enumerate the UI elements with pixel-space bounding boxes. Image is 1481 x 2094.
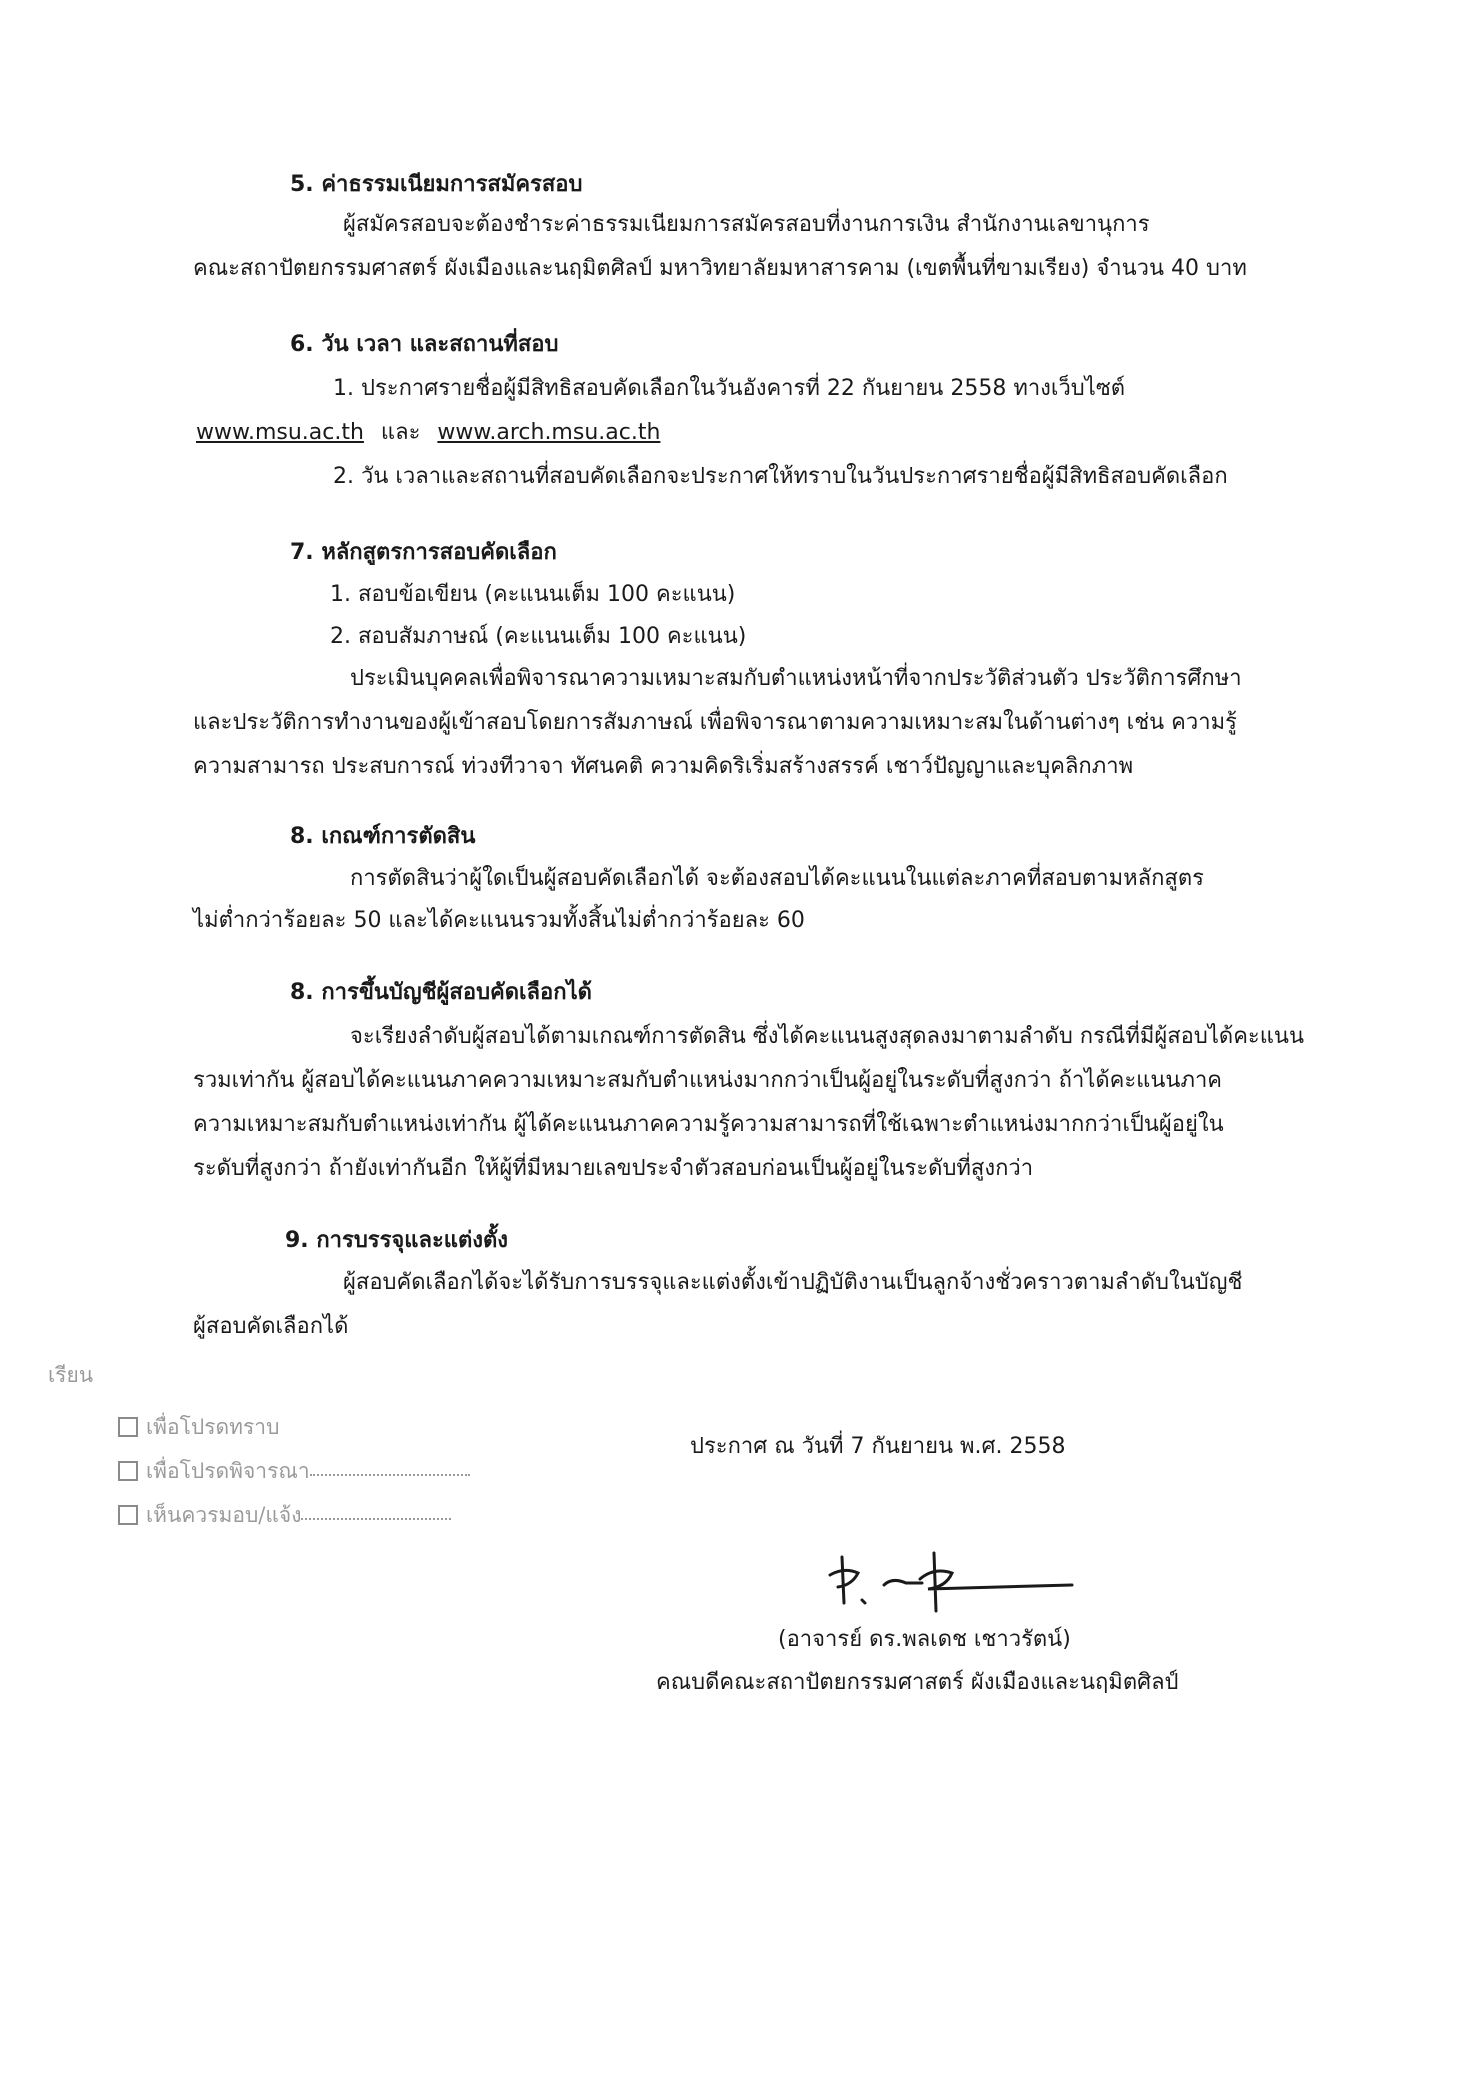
- section-8-listing-line-1: จะเรียงลำดับผู้สอบได้ตามเกณฑ์การตัดสิน ซึ่งได้คะแนนสูงสุดลงมาตามลำดับ กรณีที่มีผู้สอบได้คะแนน: [350, 1024, 1304, 1049]
- link-msu[interactable]: www.msu.ac.th: [196, 420, 364, 445]
- section-6-item-2: 2. วัน เวลาและสถานที่สอบคัดเลือกจะประกาศให้ทราบในวันประกาศรายชื่อผู้มีสิทธิสอบคัดเลือก: [333, 464, 1228, 489]
- section-7-para-line-3: ความสามารถ ประสบการณ์ ท่วงทีวาจา ทัศนคติ ความคิดริเริ่มสร้างสรรค์ เชาว์ปัญญาและบุคลิกภาพ: [193, 754, 1134, 779]
- section-8-listing-heading: 8. การขึ้นบัญชีผู้สอบคัดเลือกได้: [290, 980, 592, 1005]
- section-9-line-1: ผู้สอบคัดเลือกได้จะได้รับการบรรจุและแต่งตั้งเข้าปฏิบัติงานเป็นลูกจ้างชั่วคราวตามลำดับในบัญชี: [343, 1270, 1243, 1295]
- stamp-option-2: เพื่อโปรดพิจารณา: [118, 1456, 470, 1486]
- section-5-line-2: คณะสถาปัตยกรรมศาสตร์ ผังเมืองและนฤมิตศิลป์ มหาวิทยาลัยมหาสารคาม (เขตพื้นที่ขามเรียง) จำนวน 40 บาท: [193, 256, 1247, 281]
- checkbox-icon: [118, 1461, 138, 1481]
- checkbox-icon: [118, 1505, 138, 1525]
- section-6-heading: 6. วัน เวลา และสถานที่สอบ: [290, 332, 559, 357]
- signature-image: [822, 1545, 1082, 1620]
- announcement-date: ประกาศ ณ วันที่ 7 กันยายน พ.ศ. 2558: [690, 1434, 1066, 1459]
- section-8-criteria-line-1: การตัดสินว่าผู้ใดเป็นผู้สอบคัดเลือกได้ จะต้องสอบได้คะแนนในแต่ละภาคที่สอบตามหลักสูตร: [350, 866, 1204, 891]
- section-5-heading: 5. ค่าธรรมเนียมการสมัครสอบ: [290, 172, 583, 197]
- signer-name: (อาจารย์ ดร.พลเดช เชาวรัตน์): [778, 1627, 1071, 1652]
- checkbox-icon: [118, 1417, 138, 1437]
- link-arch-msu[interactable]: www.arch.msu.ac.th: [437, 420, 661, 445]
- section-5-line-1: ผู้สมัครสอบจะต้องชำระค่าธรรมเนียมการสมัครสอบที่งานการเงิน สำนักงานเลขานุการ: [343, 212, 1150, 237]
- section-6-item-1: 1. ประกาศรายชื่อผู้มีสิทธิสอบคัดเลือกในวันอังคารที่ 22 กันยายน 2558 ทางเว็บไซต์: [333, 376, 1126, 401]
- section-8-criteria-line-2: ไม่ต่ำกว่าร้อยละ 50 และได้คะแนนรวมทั้งสิ้นไม่ต่ำกว่าร้อยละ 60: [193, 908, 805, 933]
- stamp-title: เรียน: [48, 1363, 94, 1387]
- section-8-listing-line-4: ระดับที่สูงกว่า ถ้ายังเท่ากันอีก ให้ผู้ที่มีหมายเลขประจำตัวสอบก่อนเป็นผู้อยู่ในระดับที่สูงกว่า: [193, 1156, 1034, 1181]
- section-7-item-2: 2. สอบสัมภาษณ์ (คะแนนเต็ม 100 คะแนน): [330, 624, 747, 649]
- stamp-option-1: เพื่อโปรดทราบ: [118, 1412, 279, 1442]
- section-8-listing-line-3: ความเหมาะสมกับตำแหน่งเท่ากัน ผู้ได้คะแนนภาคความรู้ความสามารถที่ใช้เฉพาะตำแหน่งมากกว่าเป็นผู้อยู่ใน: [193, 1112, 1224, 1137]
- section-8-listing-line-2: รวมเท่ากัน ผู้สอบได้คะแนนภาคความเหมาะสมกับตำแหน่งมากกว่าเป็นผู้อยู่ในระดับที่สูงกว่า ถ้าได้คะแนนภาค: [193, 1068, 1223, 1093]
- and-text: และ: [380, 420, 421, 445]
- section-7-item-1: 1. สอบข้อเขียน (คะแนนเต็ม 100 คะแนน): [330, 582, 736, 607]
- stamp-option-3: เห็นควรมอบ/แจ้ง: [118, 1500, 451, 1530]
- signer-title: คณบดีคณะสถาปัตยกรรมศาสตร์ ผังเมืองและนฤมิตศิลป์: [656, 1670, 1179, 1695]
- section-7-para-line-1: ประเมินบุคคลเพื่อพิจารณาความเหมาะสมกับตำแหน่งหน้าที่จากประวัติส่วนตัว ประวัติการศึกษา: [350, 666, 1242, 691]
- section-6-links-line: [196, 418, 660, 448]
- section-7-heading: 7. หลักสูตรการสอบคัดเลือก: [290, 540, 557, 565]
- section-9-line-2: ผู้สอบคัดเลือกได้: [193, 1314, 349, 1339]
- section-7-para-line-2: และประวัติการทำงานของผู้เข้าสอบโดยการสัมภาษณ์ เพื่อพิจารณาตามความเหมาะสมในด้านต่างๆ เช่น ความรู้: [193, 710, 1237, 735]
- section-9-heading: 9. การบรรจุและแต่งตั้ง: [285, 1228, 509, 1253]
- section-8-criteria-heading: 8. เกณฑ์การตัดสิน: [290, 824, 476, 849]
